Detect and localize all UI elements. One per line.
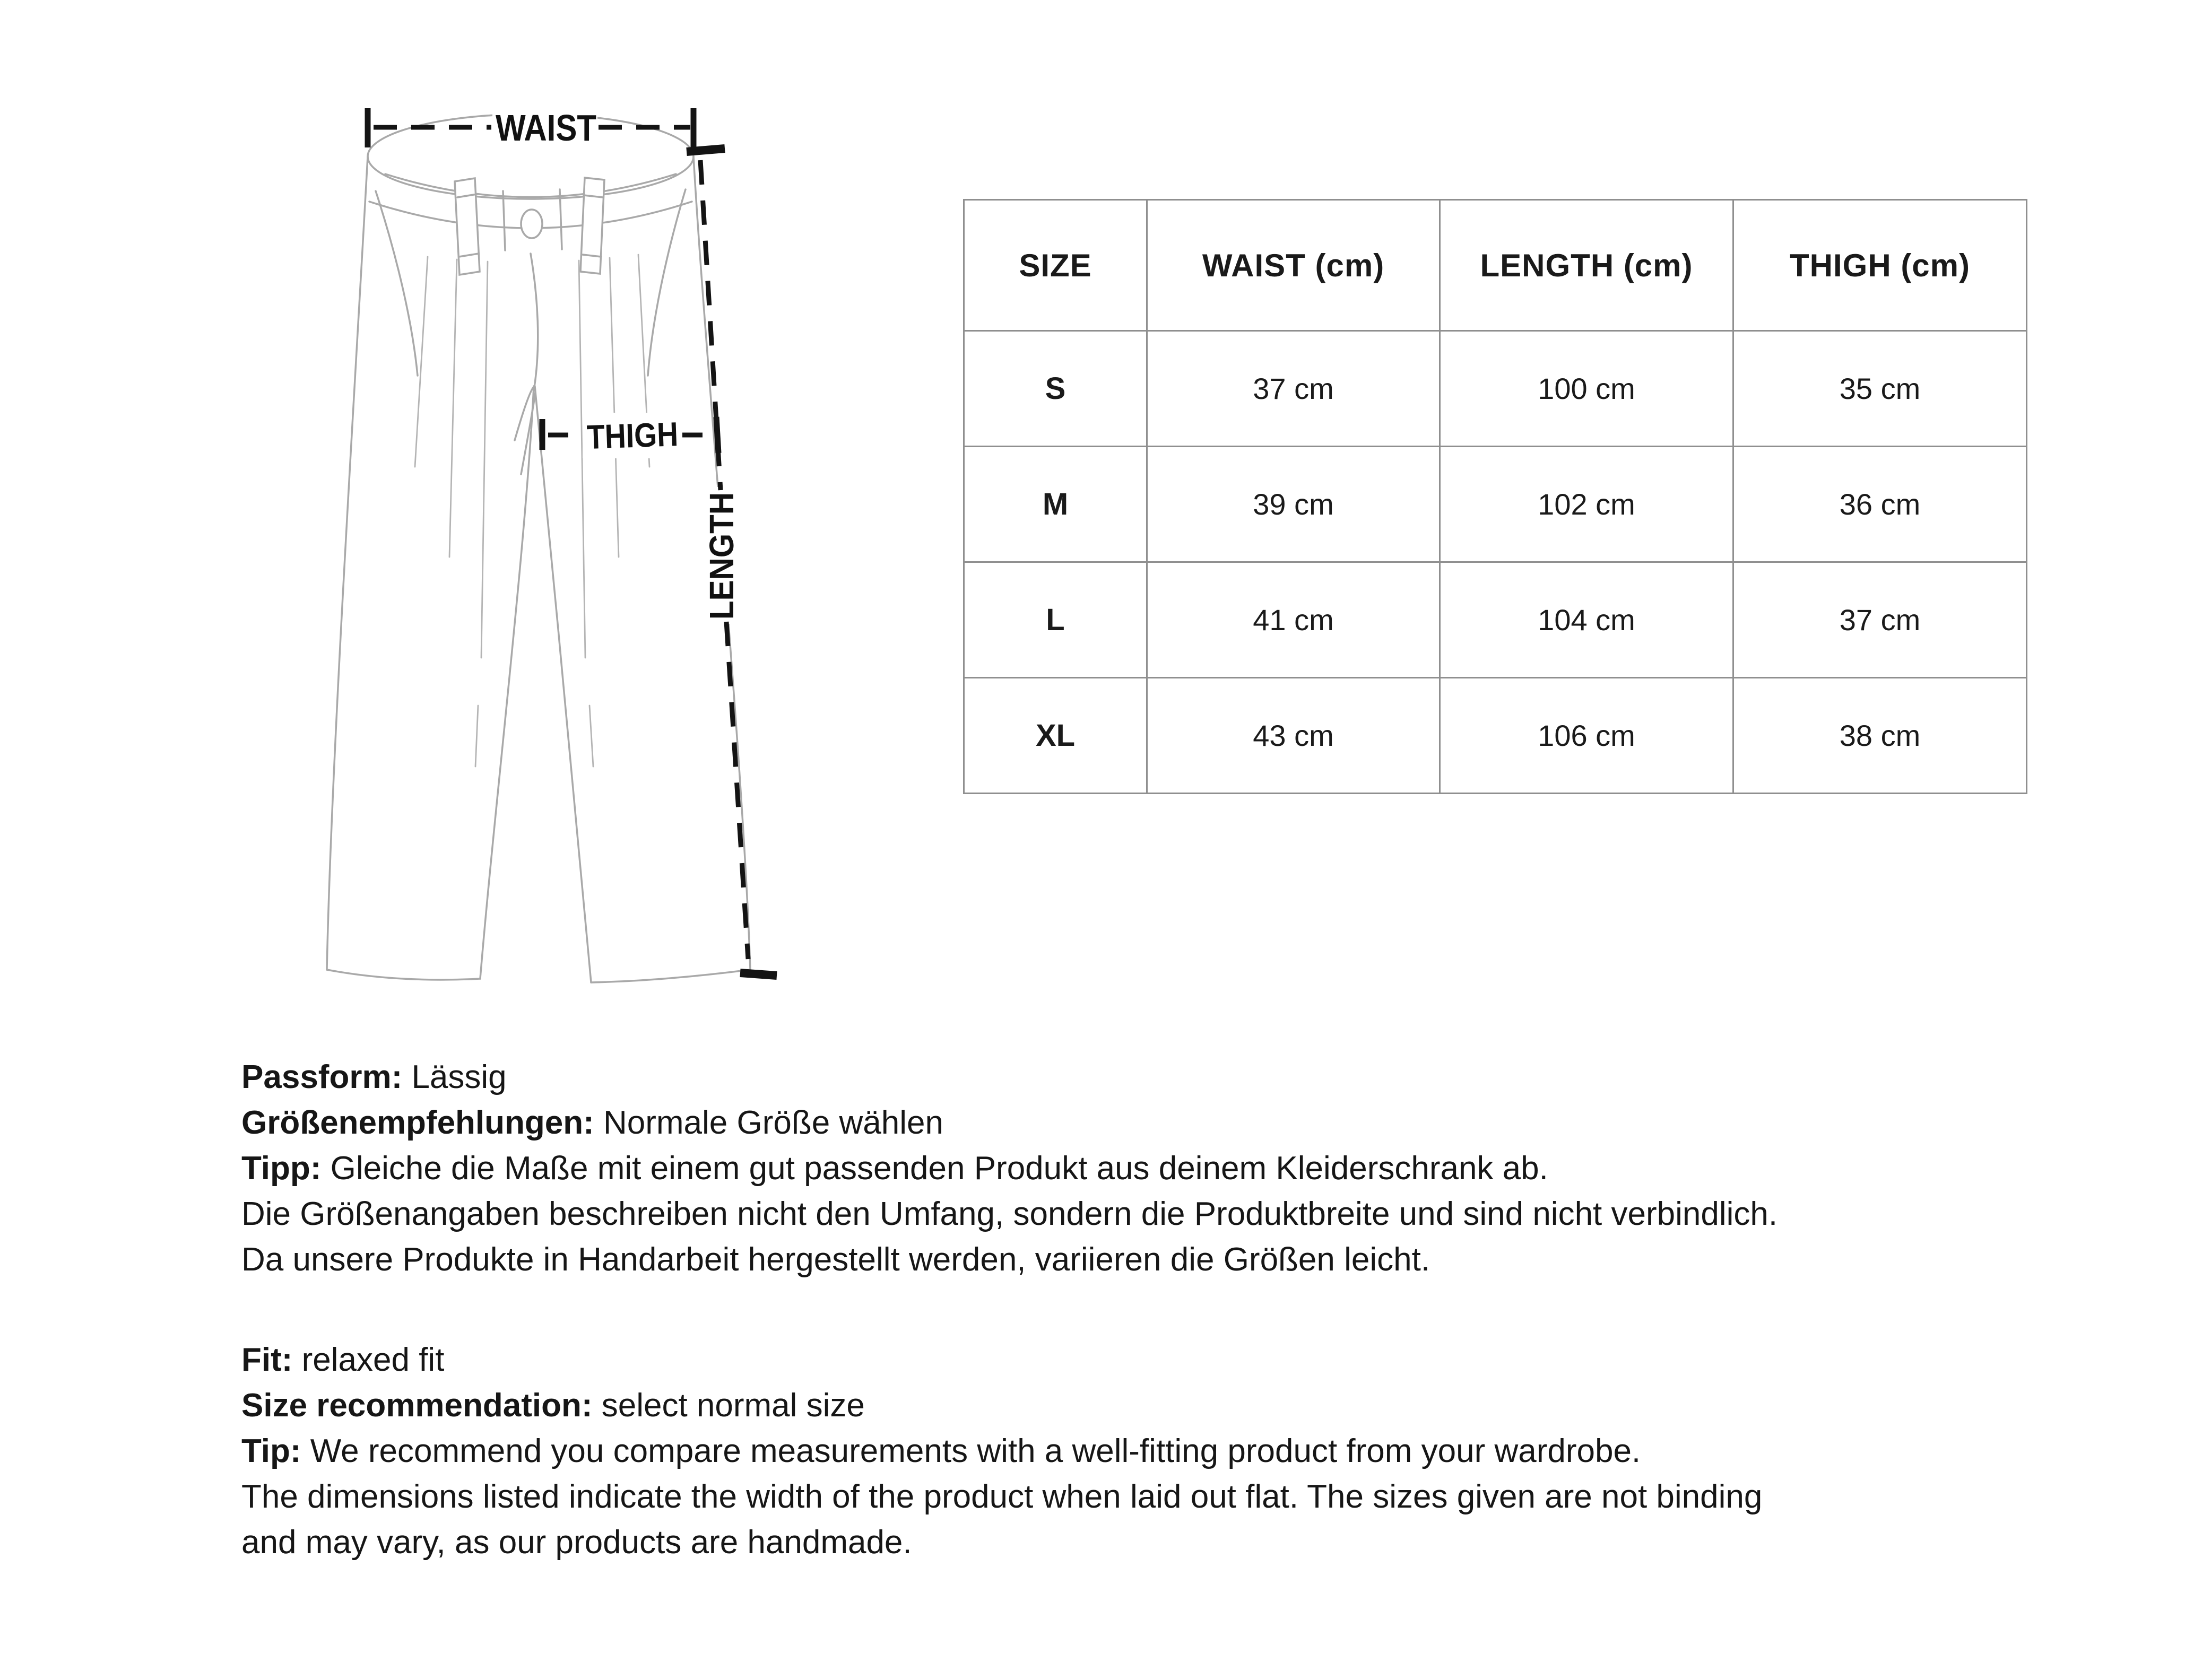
info-text: select normal size bbox=[592, 1387, 865, 1424]
waistband-back-rim bbox=[385, 174, 676, 197]
length-label: LENGTH bbox=[703, 480, 741, 620]
cell-waist: 41 cm bbox=[1147, 562, 1440, 678]
cell-length: 100 cm bbox=[1440, 331, 1733, 447]
belt-loop-right bbox=[580, 178, 604, 274]
info-text: Die Größenangaben beschreiben nicht den Umfang, sondern die Produktbreite und sind nicht verbindlich. bbox=[241, 1196, 1778, 1232]
length-dash-lower bbox=[726, 622, 748, 959]
cell-thigh: 38 cm bbox=[1733, 678, 2027, 794]
info-text: The dimensions listed indicate the width of the product when laid out flat. The sizes given are not binding bbox=[241, 1478, 1763, 1515]
col-header-length: LENGTH (cm) bbox=[1440, 200, 1733, 331]
info-text: relaxed fit bbox=[292, 1342, 445, 1378]
info-line-passform bbox=[241, 1055, 1778, 1100]
right-leg-hem bbox=[591, 970, 750, 982]
table-row bbox=[964, 562, 2027, 678]
right-pocket bbox=[648, 189, 686, 376]
info-text: Lässig bbox=[402, 1059, 507, 1095]
info-label: Größenempfehlungen: bbox=[241, 1104, 594, 1141]
left-leg-hem bbox=[327, 970, 480, 980]
table-row bbox=[964, 447, 2027, 562]
left-leg-outer bbox=[327, 156, 368, 970]
cell-size: L bbox=[964, 562, 1147, 678]
table-row bbox=[964, 331, 2027, 447]
info-text: Normale Größe wählen bbox=[594, 1104, 943, 1141]
info-line bbox=[241, 1191, 1778, 1237]
info-label: Passform: bbox=[241, 1059, 403, 1095]
info-line-size-recommendation bbox=[241, 1383, 1762, 1429]
thigh-label: THIGH bbox=[586, 414, 693, 457]
belt-loop-left bbox=[455, 178, 480, 275]
info-line-fit bbox=[241, 1337, 1762, 1383]
info-line-tip bbox=[241, 1429, 1762, 1474]
pleat-lines bbox=[415, 255, 649, 767]
cell-thigh: 35 cm bbox=[1733, 331, 2027, 447]
col-header-waist: WAIST (cm) bbox=[1147, 200, 1440, 331]
info-text: Gleiche die Maße mit einem gut passenden Produkt aus deinem Kleiderschrank ab. bbox=[321, 1150, 1548, 1187]
cell-size: M bbox=[964, 447, 1147, 562]
info-label: Size recommendation: bbox=[241, 1387, 593, 1424]
info-line bbox=[241, 1474, 1762, 1520]
info-label: Tipp: bbox=[241, 1150, 322, 1187]
length-bottom-bar bbox=[740, 973, 777, 976]
info-label: Fit: bbox=[241, 1342, 293, 1378]
info-line bbox=[241, 1520, 1762, 1565]
info-german bbox=[241, 1055, 1778, 1283]
info-english bbox=[241, 1337, 1762, 1565]
info-line bbox=[241, 1237, 1778, 1283]
cell-thigh: 36 cm bbox=[1733, 447, 2027, 562]
info-text: Da unsere Produkte in Handarbeit hergestellt werden, variieren die Größen leicht. bbox=[241, 1241, 1430, 1278]
cell-length: 102 cm bbox=[1440, 447, 1733, 562]
cell-waist: 43 cm bbox=[1147, 678, 1440, 794]
waist-label: WAIST bbox=[496, 107, 596, 149]
cell-size: S bbox=[964, 331, 1147, 447]
left-pocket bbox=[376, 191, 418, 376]
cell-thigh: 37 cm bbox=[1733, 562, 2027, 678]
fly-seam bbox=[531, 254, 538, 387]
garment-outline bbox=[327, 114, 750, 982]
cell-waist: 37 cm bbox=[1147, 331, 1440, 447]
fly-panel-left bbox=[503, 191, 505, 250]
table-row bbox=[964, 678, 2027, 794]
info-text: We recommend you compare measurements with a well-fitting product from your wardrobe. bbox=[301, 1433, 1641, 1469]
waist-button bbox=[521, 210, 542, 238]
pants-measurement-diagram bbox=[292, 95, 796, 1019]
cell-size: XL bbox=[964, 678, 1147, 794]
length-top-bar bbox=[687, 149, 725, 152]
info-line-groessenempfehlung bbox=[241, 1100, 1778, 1146]
info-line-tipp bbox=[241, 1146, 1778, 1191]
cell-length: 106 cm bbox=[1440, 678, 1733, 794]
col-header-size: SIZE bbox=[964, 200, 1147, 331]
table-header-row bbox=[964, 200, 2027, 331]
cell-waist: 39 cm bbox=[1147, 447, 1440, 562]
info-text: and may vary, as our products are handmade. bbox=[241, 1524, 912, 1561]
left-leg-inner bbox=[480, 386, 534, 979]
thigh-tick-right bbox=[716, 417, 718, 453]
size-table bbox=[963, 199, 2027, 794]
cell-length: 104 cm bbox=[1440, 562, 1733, 678]
info-label: Tip: bbox=[241, 1433, 301, 1469]
col-header-thigh: THIGH (cm) bbox=[1733, 200, 2027, 331]
